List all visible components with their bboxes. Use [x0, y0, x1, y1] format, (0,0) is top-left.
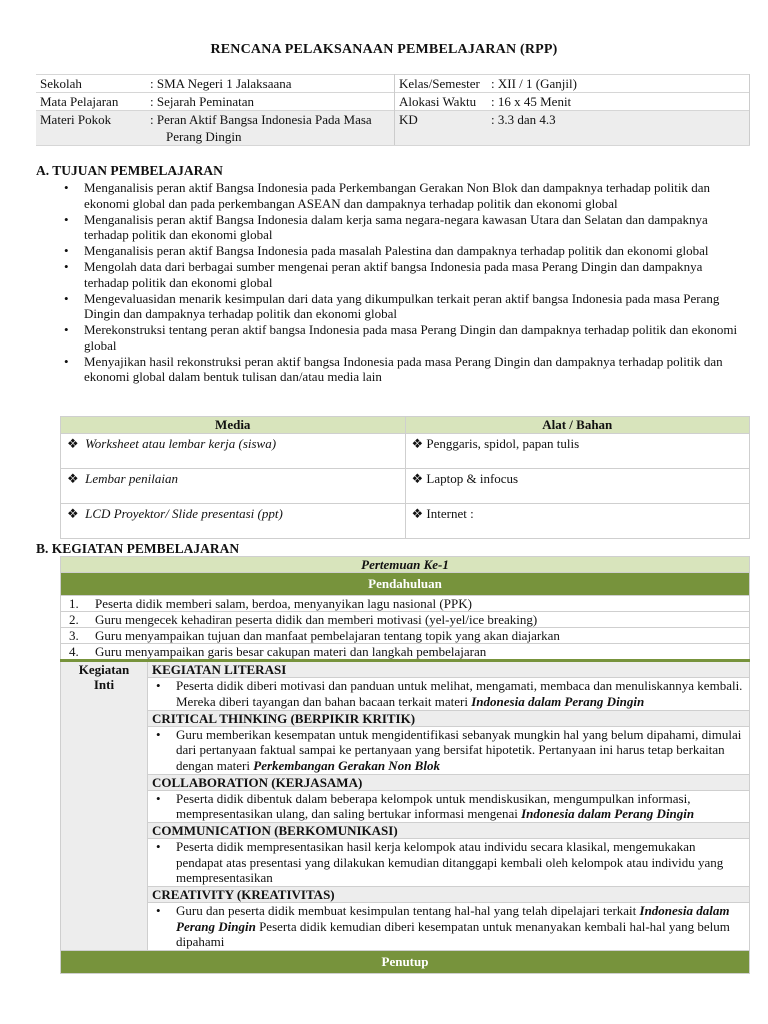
table-row: Guru menyampaikan garis besar cakupan materi dan langkah pembelajaran	[95, 644, 487, 659]
mapel-value: : Sejarah Peminatan	[150, 94, 254, 109]
media-header: Media	[61, 417, 406, 434]
document-title: RENCANA PELAKSANAAN PEMBELAJARAN (RPP)	[210, 42, 558, 57]
sekolah-label: Sekolah	[40, 76, 82, 91]
list-item: • Menganalisis peran aktif Bangsa Indonesia dalam kerja sama negara-negara kawasan Utara dan Selatan dan dampaknya terhadap politik dan ekonomi global	[60, 212, 740, 243]
list-item: • Mengevaluasidan menarik kesimpulan dari data yang dikumpulkan terkait peran aktif bangsa Indonesia pada masa Perang Dingin dan dampaknya terhadap politik dan ekonomi global	[60, 291, 740, 322]
literasi-header: KEGIATAN LITERASI	[148, 661, 750, 678]
materi-label: Materi Pokok	[40, 112, 112, 127]
creativity-header: CREATIVITY (KREATIVITAS)	[148, 887, 750, 903]
communication-header: COMMUNICATION (BERKOMUNIKASI)	[148, 823, 750, 839]
kelas-value: : XII / 1 (Ganjil)	[491, 76, 577, 91]
media-item: Worksheet atau lembar kerja (siswa)	[85, 436, 277, 451]
table-row: Peserta didik memberi salam, berdoa, menyanyikan lagu nasional (PPK)	[95, 596, 472, 611]
section-b-title: B. KEGIATAN PEMBELAJARAN	[36, 541, 240, 556]
pertemuan-header: Pertemuan Ke-1	[61, 557, 750, 573]
list-item: • Peserta didik diberi motivasi dan panduan untuk melihat, mengamati, membaca dan menuliskannya kembali. Mereka diberi tayangan dan bahan bacaan terkait materi Indonesia dalam Perang Dingin	[152, 678, 745, 709]
diamond-icon: ❖	[67, 436, 79, 451]
kelas-label: Kelas/Semester	[399, 76, 480, 91]
media-table	[60, 416, 750, 539]
kegiatan-table: Pertemuan Ke-1 Pendahuluan 1. Peserta didik memberi salam, berdoa, menyanyikan lagu nasional (PPK) 2. Guru mengecek kehadiran peserta didik dan memberi motivasi (yel-yel/ice breaking) 3. Guru menyampaikan tujuan dan manfaat pembelajaran tentang topik yang akan diajarkan 4. Guru menyampaikan garis besar cakupan materi dan langkah pembelajaran Kegiatan Inti KEGIATAN LITERASI • Peserta didik diberi motivasi dan panduan untuk melihat, mengamati, membaca dan menuliskannya kembali. Mereka diberi tayangan dan bahan bacaan terkait materi Indonesia dalam Perang Dingin CRITICAL THINKING (BERPIKIR KRITIK) • Guru memberikan kesempatan untuk mengidentifikasi sebanyak mungkin hal yang belum dipahami, dimulai dari pertanyaan faktual sampai ke pertanyaan yang bersifat hipotetik. Pertanyaan ini harus tetap berkaitan dengan materi Perkembangan Gerakan Non Blok COLLABORATION (KERJASAMA) • Peserta didik dibentuk dalam beberapa kelompok untuk mendiskusikan, mengumpulkan informasi, mempresentasikan ulang, dan saling bertukar informasi mengenai Indonesia dalam Perang Dingin COMMUNICATION (BERKOMUNIKASI) • Peserta didik mempresentasikan hasil kerja kelompok atau individu secara klasikal, mengemukakan pendapat atas presentasi yang dilakukan kemudian ditanggapi kembali oleh kelompok atau individu yang mempresentasikan CREATIVITY (KREATIVITAS) • Guru dan peserta didik membuat kesimpulan tentang hal-hal yang telah dipelajari terkait Indonesia dalam Perang Dingin Peserta didik kemudian diberi kesempatan untuk menanyakan kembali hal-hal yang belum dipahami Penutup	[60, 556, 750, 974]
mapel-label: Mata Pelajaran	[40, 94, 119, 109]
list-item: • Mengolah data dari berbagai sumber mengenai peran aktif bangsa Indonesia pada masa Perang Dingin dan dampaknya terhadap politik dan ekonomi global	[60, 259, 740, 290]
list-item: • Peserta didik mempresentasikan hasil kerja kelompok atau individu secara klasikal, mengemukakan pendapat atas presentasi yang dilakukan kemudian ditanggapi kembali oleh kelompok atau individu yang mempresentasikan	[152, 839, 745, 886]
diamond-icon: ❖	[67, 506, 79, 521]
list-item: • Guru dan peserta didik membuat kesimpulan tentang hal-hal yang telah dipelajari terkait Indonesia dalam Perang Dingin Peserta didik kemudian diberi kesempatan untuk menanyakan kembali hal-hal yang belum dipahami	[152, 903, 745, 950]
diamond-icon: ❖	[411, 506, 424, 521]
section-a-title: A. TUJUAN PEMBELAJARAN	[36, 163, 223, 178]
alat-item: Penggaris, spidol, papan tulis	[426, 436, 580, 451]
diamond-icon: ❖	[411, 436, 424, 451]
media-item: Lembar penilaian	[85, 471, 178, 486]
diamond-icon: ❖	[411, 471, 424, 486]
alat-item: Laptop & infocus	[426, 471, 519, 486]
list-item: • Menganalisis peran aktif Bangsa Indonesia pada Perkembangan Gerakan Non Blok dan dampaknya terhadap politik dan ekonomi global dan pada perkembangan ASEAN dan dampaknya terhadap politik dan ekonomi global	[60, 180, 740, 211]
collaboration-header: COLLABORATION (KERJASAMA)	[148, 774, 750, 790]
diamond-icon: ❖	[67, 471, 79, 486]
list-item: • Peserta didik dibentuk dalam beberapa kelompok untuk mendiskusikan, mengumpulkan informasi, mempresentasikan ulang, dan saling bertukar informasi mengenai Indonesia dalam Perang Dingin	[152, 791, 745, 822]
critical-header: CRITICAL THINKING (BERPIKIR KRITIK)	[148, 710, 750, 726]
penutup-header: Penutup	[61, 951, 750, 974]
info-table	[36, 74, 750, 146]
kd-value: : 3.3 dan 4.3	[491, 112, 556, 127]
materi-value-2: Perang Dingin	[166, 129, 242, 144]
list-item: • Guru memberikan kesempatan untuk mengidentifikasi sebanyak mungkin hal yang belum dipahami, dimulai dari pertanyaan faktual sampai ke pertanyaan yang bersifat hipotetik. Pertanyaan ini harus tetap berkaitan dengan materi Perkembangan Gerakan Non Blok	[152, 727, 745, 774]
alat-header: Alat / Bahan	[405, 417, 750, 434]
alokasi-label: Alokasi Waktu	[399, 94, 477, 109]
alat-item: Internet :	[426, 506, 474, 521]
list-item: • Menyajikan hasil rekonstruksi peran aktif bangsa Indonesia pada masa Perang Dingin dan dampaknya terhadap politik dan ekonomi global dalam bentuk tulisan dan/atau media lain	[60, 354, 740, 385]
materi-value: : Peran Aktif Bangsa Indonesia Pada Masa	[150, 112, 372, 127]
media-item: LCD Proyektor/ Slide presentasi (ppt)	[85, 506, 283, 521]
table-row: Guru mengecek kehadiran peserta didik dan memberi motivasi (yel-yel/ice breaking)	[95, 612, 538, 627]
alokasi-value: : 16 x 45 Menit	[491, 94, 572, 109]
kd-label: KD	[399, 112, 418, 127]
pendahuluan-header: Pendahuluan	[61, 573, 750, 596]
tujuan-list	[60, 180, 740, 385]
kegiatan-inti-label: Kegiatan Inti	[61, 661, 148, 951]
list-item: • Menganalisis peran aktif Bangsa Indonesia pada masalah Palestina dan dampaknya terhadap politik dan ekonomi global	[60, 243, 740, 259]
sekolah-value: : SMA Negeri 1 Jalaksaana	[150, 76, 292, 91]
table-row: Guru menyampaikan tujuan dan manfaat pembelajaran tentang topik yang akan diajarkan	[95, 628, 560, 643]
list-item: • Merekonstruksi tentang peran aktif bangsa Indonesia pada masa Perang Dingin dan dampaknya terhadap politik dan ekonomi global	[60, 322, 740, 353]
